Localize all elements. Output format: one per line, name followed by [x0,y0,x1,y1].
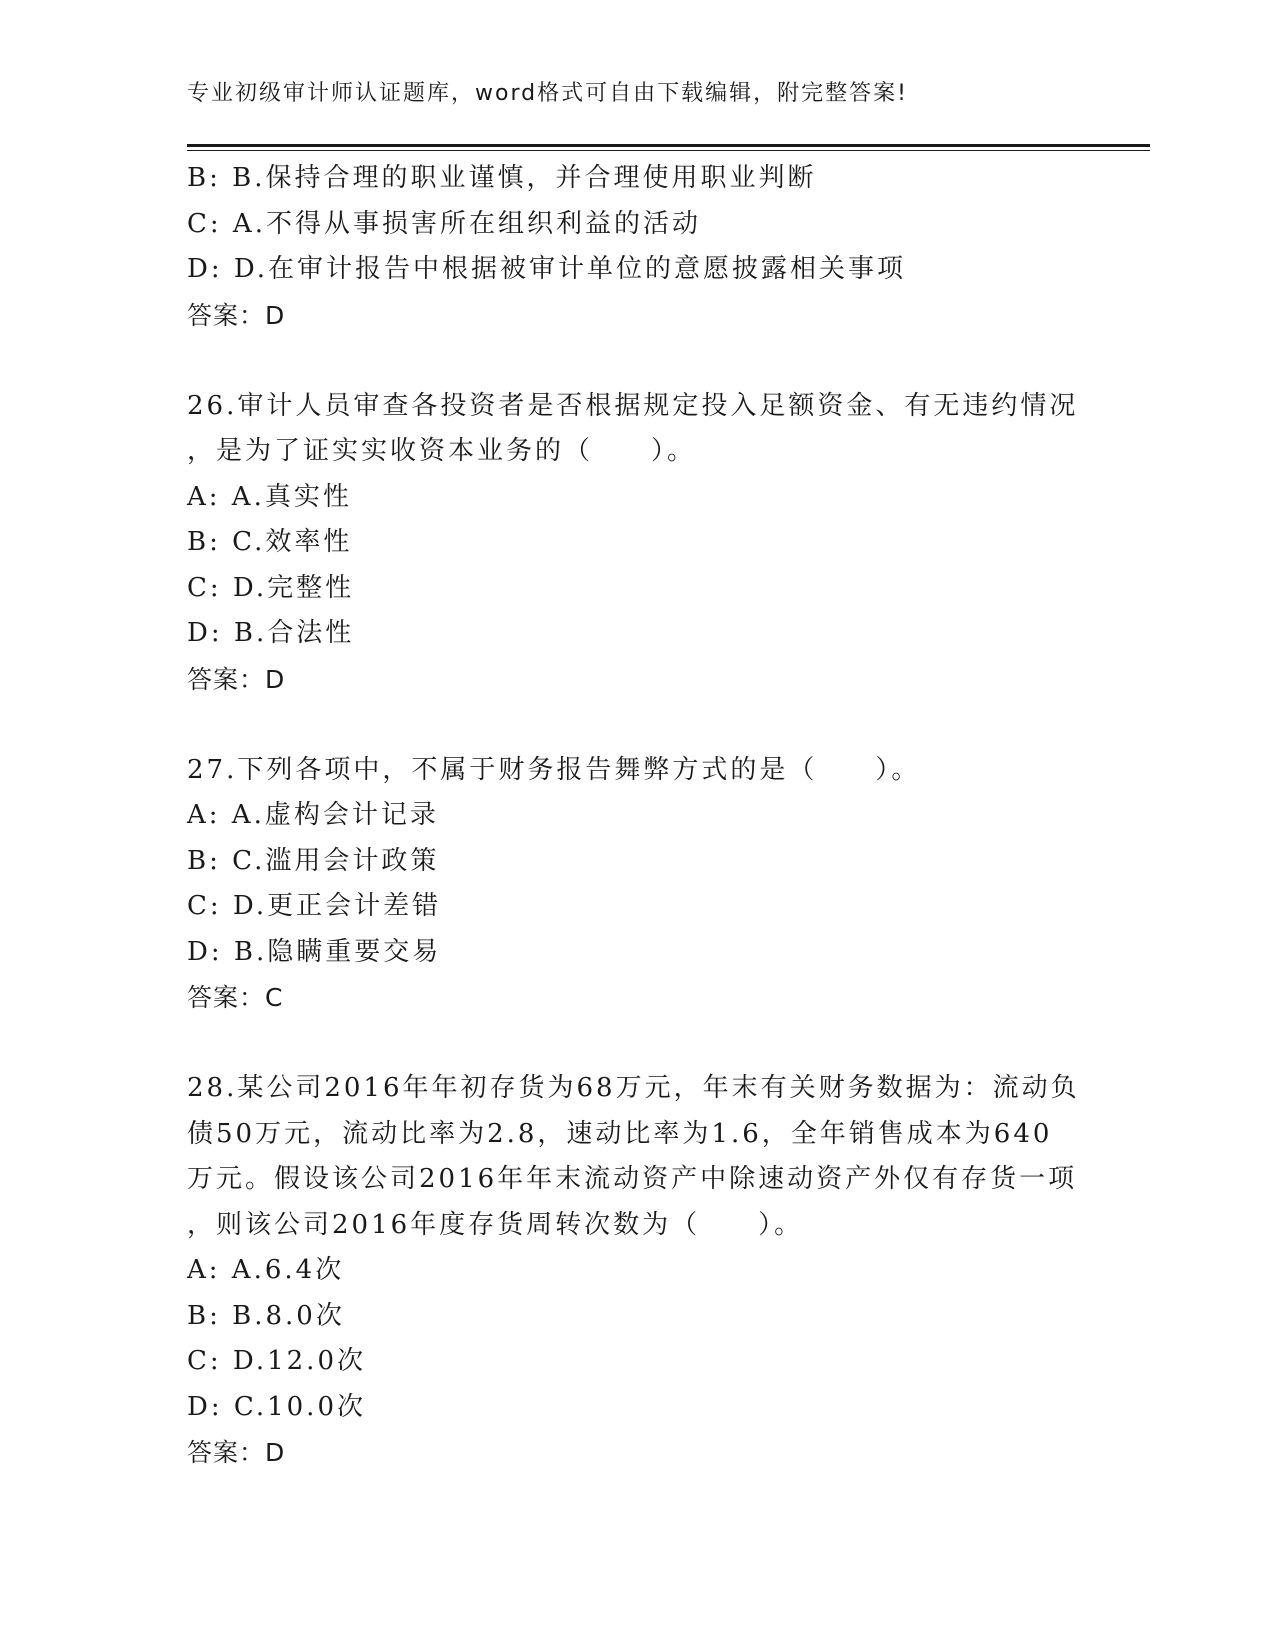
option-line: B: B.保持合理的职业谨慎，并合理使用职业判断 [187,163,817,193]
question-27 [187,748,1087,1021]
option-line: A: A.6.4次 [187,1255,345,1285]
option-line: C: D.完整性 [187,572,355,603]
question-stem: 债50万元，流动比率为2.8，速动比率为1.6，全年销售成本为640 [187,1118,1053,1149]
question-stem: 28.某公司2016年年初存货为68万元，年末有关财务数据为：流动负 [187,1073,1080,1103]
prev-question-block [187,156,1087,338]
question-stem: ，是为了证实实收资本业务的（ ）。 [187,436,697,466]
option-line: B: C.效率性 [187,527,353,557]
option-line: D: D.在审计报告中根据被审计单位的意愿披露相关事项 [187,254,907,284]
option-line: B: C.滥用会计政策 [187,845,440,876]
option-line: C: D.12.0次 [187,1346,366,1376]
answer-line: 答案：D [187,1438,286,1467]
question-content [187,156,1087,1476]
option-line: A: A.真实性 [187,481,352,512]
option-line: D: B.合法性 [187,618,355,648]
option-line: D: C.10.0次 [187,1391,366,1422]
question-26 [187,384,1087,703]
option-line: A: A.虚构会计记录 [187,800,439,830]
question-stem: ，则该公司2016年度存货周转次数为（ ）。 [187,1209,804,1240]
answer-line: 答案：D [187,664,286,694]
option-line: D: B.隐瞒重要交易 [187,936,442,967]
question-stem: 26.审计人员审查各投资者是否根据规定投入足额资金、有无违约情况 [187,390,1079,421]
question-28 [187,1066,1087,1476]
answer-line: 答案：C [187,983,284,1012]
header-rule-thin [187,150,1150,151]
page-header: 专业初级审计师认证题库，word格式可自由下载编辑，附完整答案! [187,81,908,106]
answer-line: 答案：D [187,300,286,330]
question-stem: 27.下列各项中，不属于财务报告舞弊方式的是（ ）。 [187,754,921,785]
question-stem: 万元。假设该公司2016年年末流动资产中除速动资产外仅有存货一项 [187,1164,1078,1194]
header-rule-thick [187,144,1150,147]
option-line: C: D.更正会计差错 [187,891,442,921]
option-line: B: B.8.0次 [187,1300,345,1331]
option-line: C: A.不得从事损害所在组织利益的活动 [187,208,701,239]
